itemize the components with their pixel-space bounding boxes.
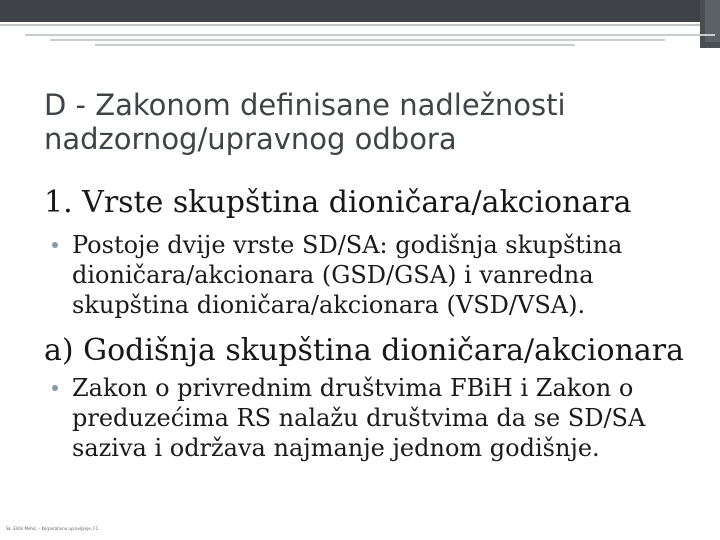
top-banner (0, 0, 700, 22)
footer-note: Sk. Eldin Mehic, - Korporativno upravljanje, F1 (6, 526, 99, 531)
bullet-list-2 (52, 373, 682, 463)
slide-title: D - Zakonom definisane nadležnosti nadzornog/upravnog odbora (44, 88, 566, 156)
bullet-dot-icon (52, 385, 58, 391)
bullet-list-1 (52, 230, 682, 320)
bullet-text-2: Zakon o privrednim društvima FBiH i Zakon o preduzećima RS nalažu društvima da se SD/SA saziva i održava najmanje jednom godišnje. (72, 374, 646, 462)
top-divider-line (0, 24, 700, 26)
decorative-line-3 (95, 44, 575, 46)
section-heading-1: 1. Vrste skupština dioničara/akcionara (44, 185, 632, 220)
bullet-dot-icon (52, 242, 58, 248)
bullet-text-1: Postoje dvije vrste SD/SA: godišnja skupština dioničara/akcionara (GSD/GSA) i vanredna skupština dioničara/akcionara (VSD/VSA). (72, 231, 623, 319)
bullet-item-2 (52, 373, 682, 463)
decorative-line-1 (25, 34, 715, 36)
decorative-line-2 (50, 39, 665, 41)
decorative-lines (0, 34, 700, 50)
bullet-item-1 (52, 230, 682, 320)
section-heading-2: a) Godišnja skupština dioničara/akcionara (44, 333, 685, 368)
